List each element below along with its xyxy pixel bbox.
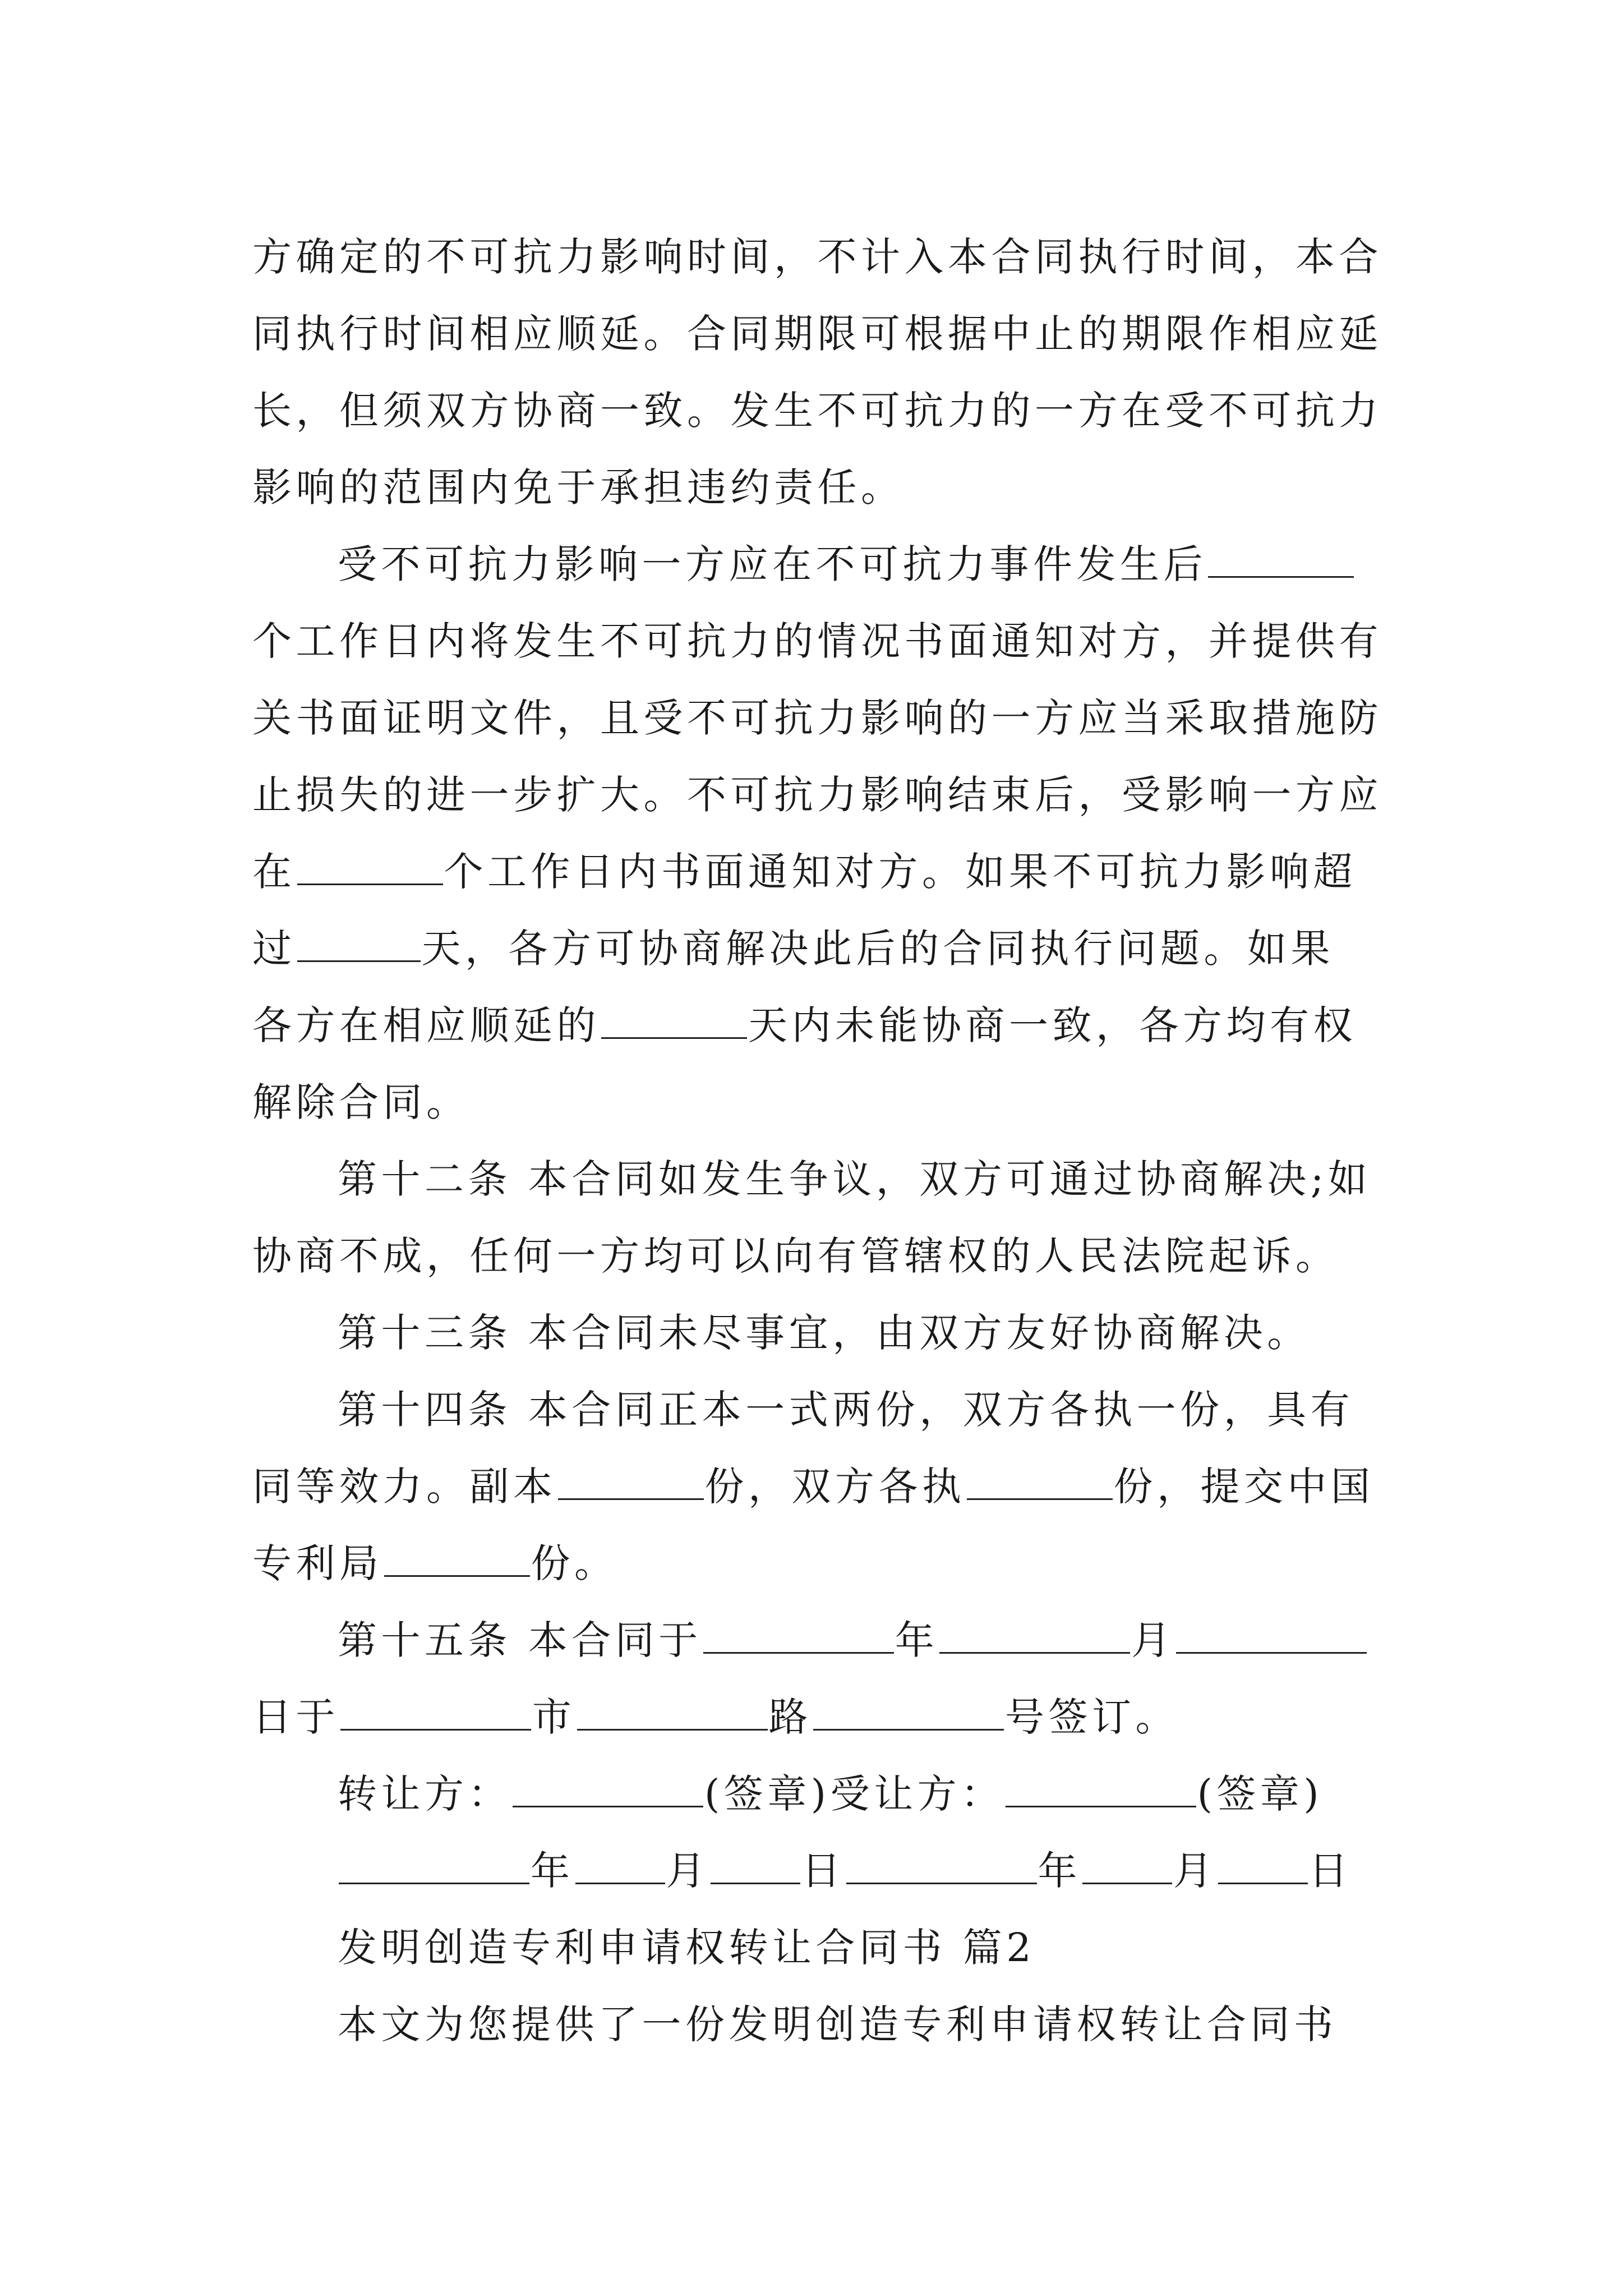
paragraph-line	[252, 1448, 1380, 1525]
paragraph-line	[252, 603, 1380, 680]
text-segment: 同等效力。副本	[252, 1464, 557, 1510]
paragraph-line	[252, 219, 1380, 296]
paragraph-line	[252, 1525, 1380, 1602]
text-segment: 年	[1038, 1848, 1081, 1894]
paragraph-line	[252, 834, 1380, 910]
text-segment: 市	[532, 1694, 576, 1740]
fill-in-blank	[1218, 1850, 1308, 1884]
text-segment: 份，提交中国	[1113, 1464, 1375, 1510]
paragraph-line	[252, 1295, 1380, 1372]
paragraph-line	[252, 757, 1380, 834]
signature-line	[252, 1756, 1380, 1833]
text-segment: 个工作日内将发生不可抗力的情况书面通知对方，并提供有	[252, 618, 1382, 664]
text-segment: 月	[1173, 1848, 1217, 1894]
text-segment: 第十五条 本合同于	[338, 1617, 702, 1663]
date-line	[252, 1833, 1380, 1910]
fill-in-blank	[711, 1850, 800, 1884]
fill-in-blank	[575, 1850, 665, 1884]
text-segment: 份，双方各执	[704, 1464, 966, 1510]
fill-in-blank	[703, 1619, 894, 1654]
paragraph-line	[252, 1986, 1380, 2063]
text-segment: 日	[801, 1848, 845, 1894]
fill-in-blank	[1176, 1619, 1367, 1654]
text-segment: 年	[895, 1617, 939, 1663]
text-segment: 发明创造专利申请权转让合同书 篇2	[338, 1925, 1036, 1971]
text-segment: 号签订。	[1005, 1694, 1179, 1740]
fill-in-blank	[339, 1850, 529, 1884]
fill-in-blank	[1082, 1850, 1172, 1884]
text-segment: 止损失的进一步扩大。不可抗力影响结束后，受影响一方应	[252, 772, 1382, 818]
fill-in-blank	[813, 1696, 1004, 1731]
text-segment: 协商不成，任何一方均可以向有管辖权的人民法院起诉。	[252, 1233, 1339, 1279]
text-segment: 长，但须双方协商一致。发生不可抗力的一方在受不可抗力	[252, 388, 1382, 434]
text-segment: 月	[1131, 1617, 1175, 1663]
text-segment: 第十二条 本合同如发生争议，双方可通过协商解决;如	[338, 1156, 1372, 1202]
paragraph-line	[252, 449, 1380, 526]
fill-in-blank	[558, 1466, 704, 1500]
text-segment: 天内未能协商一致，各方均有权	[748, 1002, 1357, 1048]
text-segment: 转让方：	[338, 1771, 511, 1817]
text-segment: 专利局	[252, 1540, 383, 1586]
paragraph-line	[252, 680, 1380, 757]
paragraph-line	[252, 1141, 1380, 1218]
text-segment: 过	[252, 926, 296, 972]
fill-in-blank	[297, 928, 421, 962]
paragraph-line	[252, 1064, 1380, 1141]
text-segment: (签章)	[1197, 1771, 1324, 1817]
paragraph-line	[252, 1602, 1380, 1679]
text-segment: 受不可抗力影响一方应在不可抗力事件发生后	[338, 541, 1207, 587]
text-segment: 天，各方可协商解决此后的合同执行问题。如果	[421, 926, 1334, 972]
paragraph-line	[252, 1679, 1380, 1756]
fill-in-blank	[384, 1543, 530, 1577]
paragraph-line	[252, 526, 1380, 603]
paragraph-line	[252, 1372, 1380, 1448]
text-segment: 日于	[252, 1694, 339, 1740]
text-segment: 日	[1308, 1848, 1352, 1894]
text-segment: 影响的范围内免于承担违约责任。	[252, 464, 905, 510]
fill-in-blank	[846, 1850, 1037, 1884]
text-segment: 月	[666, 1848, 709, 1894]
paragraph-line	[252, 910, 1380, 987]
fill-in-blank	[513, 1773, 703, 1807]
text-segment: 年	[531, 1848, 574, 1894]
fill-in-blank	[967, 1466, 1113, 1500]
text-segment: 关书面证明文件，且受不可抗力影响的一方应当采取措施防	[252, 695, 1382, 741]
text-segment: 在	[252, 849, 296, 895]
text-segment: 本文为您提供了一份发明创造专利申请权转让合同书	[338, 2001, 1338, 2047]
text-segment: 第十三条 本合同未尽事宜，由双方友好协商解决。	[338, 1310, 1311, 1356]
fill-in-blank	[340, 1696, 531, 1731]
paragraph-line	[252, 296, 1380, 372]
fill-in-blank	[1208, 544, 1354, 578]
text-segment: 同执行时间相应顺延。合同期限可根据中止的期限作相应延	[252, 311, 1382, 357]
text-segment: 个工作日内书面通知对方。如果不可抗力影响超	[444, 849, 1357, 895]
section-heading	[252, 1910, 1380, 1986]
document-page	[252, 219, 1380, 2063]
fill-in-blank	[1006, 1773, 1196, 1807]
text-segment: 份。	[531, 1540, 618, 1586]
paragraph-line	[252, 987, 1380, 1064]
text-segment: 解除合同。	[252, 1079, 470, 1125]
text-segment: 第十四条 本合同正本一式两份，双方各执一份，具有	[338, 1387, 1354, 1433]
text-segment: (签章)受让方：	[704, 1771, 1004, 1817]
text-segment: 各方在相应顺延的	[252, 1002, 600, 1048]
text-segment: 方确定的不可抗力影响时间，不计入本合同执行时间，本合	[252, 234, 1382, 280]
paragraph-line	[252, 372, 1380, 449]
fill-in-blank	[601, 1005, 747, 1039]
fill-in-blank	[939, 1619, 1130, 1654]
paragraph-line	[252, 1218, 1380, 1295]
fill-in-blank	[297, 851, 443, 885]
text-segment: 路	[768, 1694, 812, 1740]
fill-in-blank	[577, 1696, 768, 1731]
